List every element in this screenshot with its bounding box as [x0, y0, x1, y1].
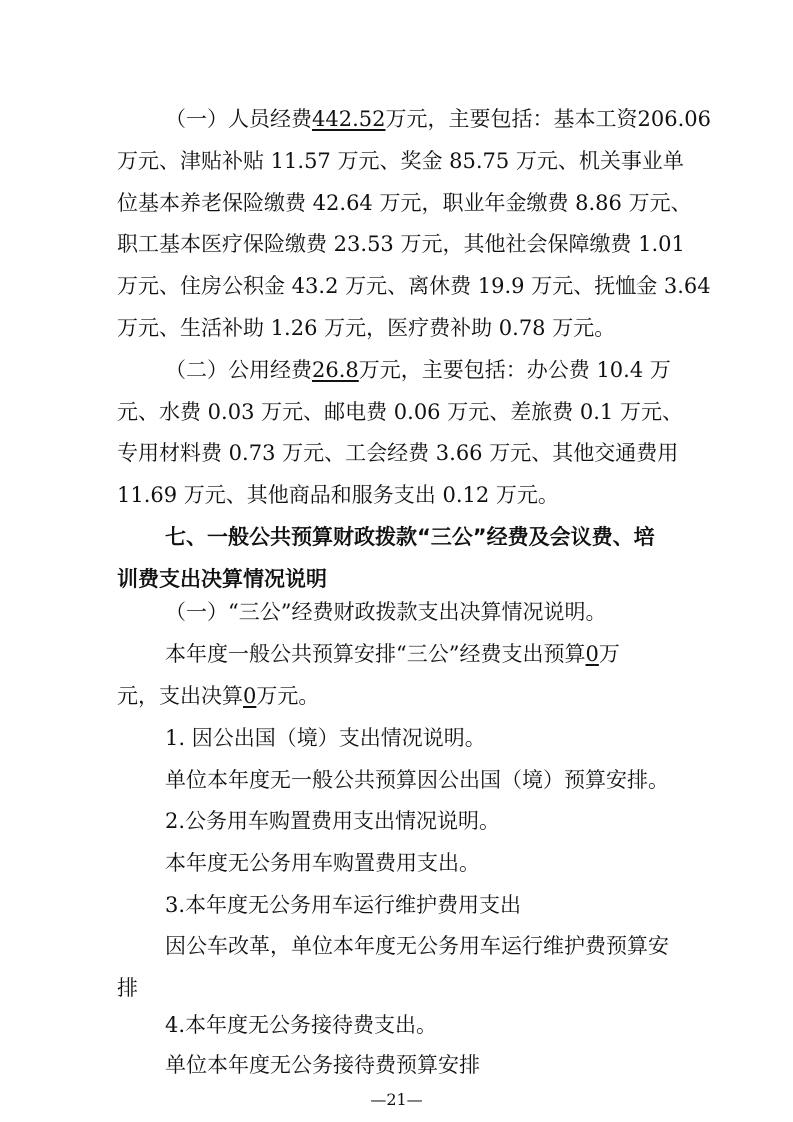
budget-text: 本年度一般公共预算安排“三公”经费支出预算 [165, 642, 586, 666]
public-funds-line-1 [165, 357, 725, 383]
budget-line-1 [165, 641, 725, 667]
personnel-line-4: 职工基本医疗保险缴费 23.53 万元，其他社会保障缴费 1.01 [117, 232, 685, 256]
personnel-line-6: 万元、生活补助 1.26 万元，医疗费补助 0.78 万元。 [117, 316, 616, 340]
budget-unit: 万 [598, 642, 620, 666]
personnel-line-1 [165, 106, 725, 132]
actual-amount: 0 [243, 684, 257, 708]
item-1-text: 单位本年度无一般公共预算因公出国（境）预算安排。 [165, 768, 669, 792]
personnel-label: （一）人员经费 [165, 107, 312, 131]
budget-line-2 [117, 683, 677, 709]
actual-text: 元，支出决算 [117, 684, 243, 708]
item-2-text: 本年度无公务用车购置费用支出。 [165, 851, 480, 875]
public-funds-line-3: 专用材料费 0.73 万元、工会经费 3.66 万元、其他交通费用 [117, 441, 679, 465]
public-funds-label: （二）公用经费 [165, 358, 312, 382]
public-funds-line-4: 11.69 万元、其他商品和服务支出 0.12 万元。 [117, 483, 559, 507]
item-3-text-line-2: 排 [117, 976, 138, 1000]
section-7-heading-line-2: 训费支出决算情况说明 [117, 567, 327, 591]
public-funds-line-2: 元、水费 0.03 万元、邮电费 0.06 万元、差旅费 0.1 万元、 [117, 400, 683, 424]
personnel-line-3: 位基本养老保险缴费 42.64 万元，职业年金缴费 8.86 万元、 [117, 191, 692, 215]
personnel-summary: 万元，主要包括：基本工资206.06 [385, 107, 711, 131]
item-1-title: 1. 因公出国（境）支出情况说明。 [165, 726, 486, 750]
item-2-title: 2.公务用车购置费用支出情况说明。 [165, 809, 501, 833]
page-number: —21— [370, 1090, 423, 1109]
item-3-text-line-1: 因公车改革，单位本年度无公务用车运行维护费预算安 [165, 934, 669, 958]
personnel-line-5: 万元、住房公积金 43.2 万元、离休费 19.9 万元、抚恤金 3.64 [117, 274, 711, 298]
subsection-1-title: （一）“三公”经费财政拨款支出决算情况说明。 [165, 600, 607, 624]
public-funds-summary: 万元，主要包括：办公费 10.4 万 [358, 358, 671, 382]
personnel-amount: 442.52 [312, 107, 386, 131]
personnel-line-2: 万元、津贴补贴 11.57 万元、奖金 85.75 万元、机关事业单 [117, 149, 684, 173]
section-7-heading-line-1: 七、一般公共预算财政拨款“三公”经费及会议费、培 [165, 525, 655, 549]
budget-amount: 0 [585, 642, 599, 666]
item-4-title: 4.本年度无公务接待费支出。 [165, 1013, 438, 1037]
public-funds-amount: 26.8 [312, 358, 359, 382]
actual-unit: 万元。 [256, 684, 320, 708]
item-3-title: 3.本年度无公务用车运行维护费用支出 [165, 893, 522, 917]
item-4-text: 单位本年度无公务接待费预算安排 [165, 1053, 480, 1077]
